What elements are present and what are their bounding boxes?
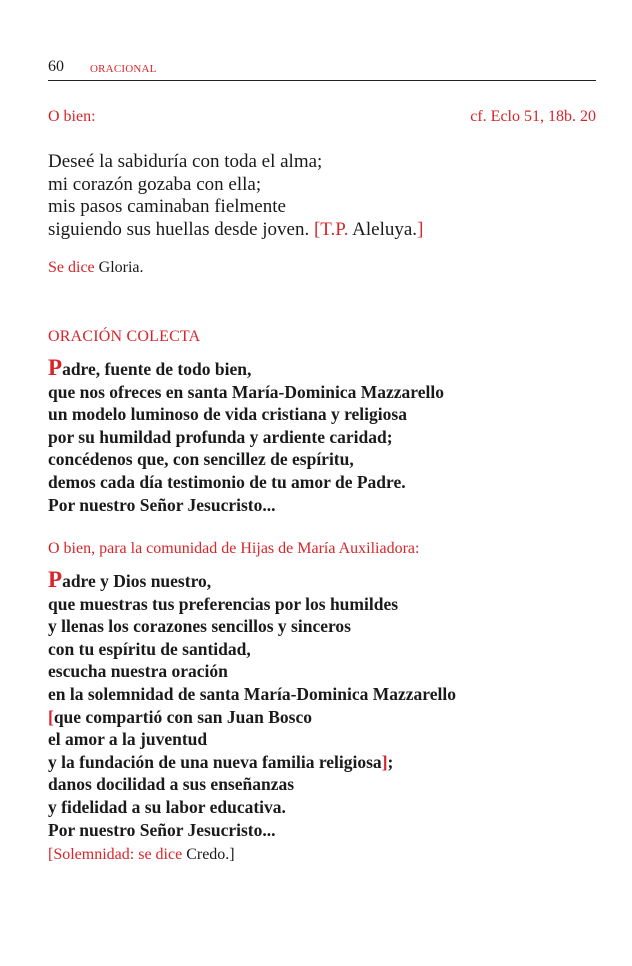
antiphon-verse: [48, 151, 423, 241]
prayer-line: por su humildad profunda y ardiente caridad;: [48, 426, 393, 447]
prayer-line: Por nuestro Señor Jesucristo...: [48, 819, 276, 840]
prayer-first-line: [48, 357, 444, 381]
credo-rubric: [48, 846, 235, 864]
tp-word: Aleluya.: [352, 218, 418, 240]
verse-line-last: [48, 219, 423, 242]
verse-text: siguiendo sus huellas desde joven.: [48, 218, 310, 240]
bracket-open: [: [48, 706, 54, 727]
credo-rubric-black: Credo.]: [186, 846, 235, 863]
gloria-rubric-black: Gloria.: [98, 259, 144, 276]
alt-collect-prayer: [48, 569, 456, 841]
tp-open: [T.P.: [313, 218, 349, 240]
drop-cap: P: [48, 567, 63, 592]
prayer-line: con tu espíritu de santidad,: [48, 638, 251, 659]
prayer-line: escucha nuestra oración: [48, 661, 228, 682]
prayer-first-rest: adre y Dios nuestro,: [62, 571, 212, 591]
prayer-line: concédenos que, con sencillez de espíritu,: [48, 449, 354, 470]
verse-line: mis pasos caminaban fielmente: [48, 196, 286, 217]
prayer-line: que muestras tus preferencias por los humildes: [48, 593, 399, 614]
citation: cf. Eclo 51, 18b. 20: [470, 108, 596, 125]
drop-cap: P: [48, 355, 63, 380]
prayer-line: que nos ofreces en santa María-Dominica Mazzarello: [48, 381, 444, 402]
bracket-line-2: el amor a la juventud: [48, 729, 208, 750]
bracket-close: ]: [381, 751, 388, 772]
prayer-first-rest: adre, fuente de todo bien,: [62, 359, 252, 379]
bracket-text-1: que compartió con san Juan Bosco: [53, 706, 312, 727]
prayer-line: danos docilidad a sus enseñanzas: [48, 774, 295, 795]
prayer-line: y fidelidad a su labor educativa.: [48, 796, 286, 817]
prayer-line: en la solemnidad de santa María-Dominica Mazzarello: [48, 683, 456, 704]
alt-collect-rubric: O bien, para la comunidad de Hijas de María Auxiliadora:: [48, 540, 420, 557]
prayer-line: demos cada día testimonio de tu amor de Padre.: [48, 471, 406, 492]
credo-rubric-red: [Solemnidad: se dice: [48, 846, 183, 863]
antiphon-heading-row: [48, 108, 596, 126]
prayer-line: Por nuestro Señor Jesucristo...: [48, 494, 276, 515]
gloria-rubric-red: Se dice: [48, 259, 95, 276]
page-header: [48, 58, 596, 81]
page-number: 60: [48, 58, 64, 75]
prayer-line: un modelo luminoso de vida cristiana y religiosa: [48, 404, 407, 425]
bracket-text-3: y la fundación de una nueva familia religiosa: [48, 751, 382, 772]
collect-prayer: [48, 357, 444, 516]
verse-line: mi corazón gozaba con ella;: [48, 173, 262, 195]
section-title: ORACIÓN COLECTA: [48, 328, 201, 345]
bracket-line-1: [48, 706, 456, 729]
prayer-first-line: [48, 569, 456, 593]
verse-line: Deseé la sabiduría con toda el alma;: [48, 151, 323, 172]
bracket-line-3: [48, 751, 456, 774]
alt-label: O bien:: [48, 108, 96, 125]
running-title: ORACIONAL: [90, 63, 157, 75]
tp-close: ]: [417, 218, 424, 240]
gloria-rubric: [48, 259, 144, 277]
prayer-line: y llenas los corazones sencillos y sinceros: [48, 616, 351, 637]
bracket-after: ;: [387, 751, 394, 772]
